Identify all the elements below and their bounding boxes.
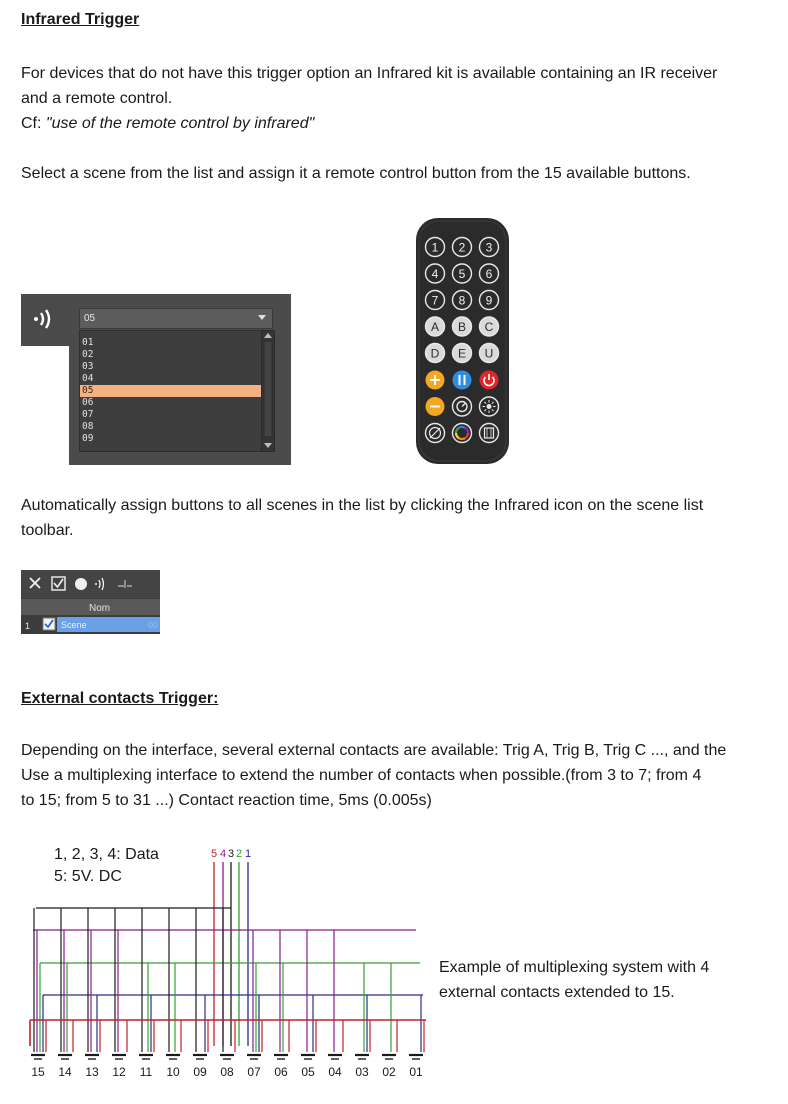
contact-label: 12 [112,1065,126,1079]
scene-select-value: 05 [84,313,96,324]
contact-switch [31,1055,45,1059]
contact-switch [193,1055,207,1059]
record-icon[interactable] [75,578,87,590]
paragraph-line: Depending on the interface, several external contacts are available: Trig A, Trig B, Trig C ..., and the [21,742,727,759]
contact-label: 11 [139,1065,153,1079]
contact-switch [355,1055,369,1059]
contact-switch [301,1055,315,1059]
cf-quote: "use of the remote control by infrared" [45,115,315,132]
contact-switch [274,1055,288,1059]
minus-icon[interactable] [426,397,445,416]
row-scene-name: Scene [61,620,87,630]
remote-button-label: A [430,320,440,334]
scene-list-toolbar [21,570,160,634]
chevron-down-icon[interactable] [258,315,266,320]
legend-line-1: 1, 2, 3, 4: Data [54,846,159,863]
remote-button-c[interactable] [480,317,499,336]
scene-option[interactable]: 06 [82,397,94,408]
remote-button-label: 2 [458,240,466,255]
wire-label: 2 [236,848,243,860]
external-heading: External contacts Trigger: [21,690,219,707]
contact-label: 10 [166,1065,180,1079]
contact-label: 05 [301,1065,315,1079]
scene-option[interactable]: 02 [82,349,94,360]
remote-control [416,218,509,464]
wire-label: 3 [228,848,235,860]
contact-label: 04 [328,1065,342,1079]
contact-label: 07 [247,1065,261,1079]
column-header-name[interactable]: Nom [89,603,111,614]
caption-line: Example of multiplexing system with 4 [439,959,710,976]
scene-option[interactable]: 03 [82,361,94,372]
paragraph-line: For devices that do not have this trigger option an Infrared kit is available containing an IR receiver [21,65,718,82]
scene-dropdown [69,294,291,465]
scrollbar[interactable] [261,330,275,452]
remote-button-label: U [484,346,494,361]
contact-label: 13 [85,1065,99,1079]
row-checkbox[interactable] [43,618,55,630]
scene-option-list [79,330,263,452]
paragraph-line: and a remote control. [21,90,173,107]
contact-label: 02 [382,1065,396,1079]
remote-button-label: E [457,346,467,361]
wire-label: 5 [211,848,218,860]
infrared-tab[interactable] [21,294,69,346]
scene-option[interactable]: 08 [82,421,94,432]
remote-button-label: B [457,320,467,334]
contact-switch [409,1055,423,1059]
row-number: 1 [25,621,31,631]
scene-option[interactable]: 09 [82,433,94,444]
infrared-paragraph-2: Select a scene from the list and assign it a remote control button from the 15 available buttons. [21,165,691,182]
multiplexing-wiring-diagram [24,840,423,1084]
scene-selector-panel [21,294,291,465]
diagram-caption [439,955,709,1005]
cf-prefix: Cf: [21,115,46,132]
contact-label: 14 [58,1065,72,1079]
caption-line: external contacts extended to 15. [439,984,675,1001]
contact-label: 03 [355,1065,369,1079]
contact-switch [220,1055,234,1059]
scene-option[interactable]: 07 [82,409,94,420]
contact-switch [139,1055,153,1059]
infrared-heading: Infrared Trigger [21,11,140,28]
remote-button-label: 7 [431,293,439,308]
contact-switch [247,1055,261,1059]
contact-switch [58,1055,72,1059]
scene-select[interactable] [79,308,273,329]
external-paragraph [21,738,787,813]
infrared-signal-icon [31,306,59,332]
wire-label: 1 [245,848,252,860]
contact-label: 09 [193,1065,207,1079]
cf-line [21,111,717,136]
paragraph-line: toolbar. [21,522,74,539]
contact-label: 15 [31,1065,45,1079]
contact-switch [328,1055,342,1059]
scroll-up-icon[interactable] [264,333,272,338]
wire-label: 4 [220,848,227,860]
remote-button-label: C [484,320,494,334]
infrared-paragraph-1 [21,61,717,136]
paragraph-line: to 15; from 5 to 31 ...) Contact reaction time, 5ms (0.005s) [21,792,432,809]
scroll-down-icon[interactable] [264,443,272,448]
remote-button-label: 6 [485,267,493,281]
power-icon[interactable] [480,371,499,390]
remote-button-label: D [430,346,440,361]
contact-label: 06 [274,1065,288,1079]
remote-button-label: 3 [485,240,493,255]
remote-button-label: 1 [431,240,439,255]
legend-line-2: 5: 5V. DC [54,868,122,885]
scene-option[interactable]: 05 [80,385,262,397]
remote-button-u[interactable] [480,344,499,363]
row-extra: 00 [148,620,159,630]
remote-button-label: 4 [431,267,439,281]
remote-button-label: 8 [458,293,466,308]
paragraph-line: Automatically assign buttons to all scenes in the list by clicking the Infrared icon on the scene list [21,497,704,514]
paragraph-line: Use a multiplexing interface to extend the number of contacts when possible.(from 3 to 7; from 4 [21,767,702,784]
contact-switch [382,1055,396,1059]
remote-button-e[interactable] [453,344,472,363]
remote-button-label: 5 [458,267,466,281]
remote-button-b[interactable] [453,317,472,336]
plus-icon[interactable] [426,371,445,390]
remote-button-d[interactable] [426,344,445,363]
scene-option[interactable]: 01 [82,337,94,348]
contact-switch [85,1055,99,1059]
contact-switch [166,1055,180,1059]
contact-switch [112,1055,126,1059]
contact-label: 08 [220,1065,234,1079]
remote-button-a[interactable] [426,317,445,336]
infrared-paragraph-3 [21,493,703,543]
remote-button-label: 9 [485,293,493,308]
pause-icon[interactable] [453,371,472,390]
contact-label: 01 [409,1065,423,1079]
scene-option[interactable]: 04 [82,373,94,384]
